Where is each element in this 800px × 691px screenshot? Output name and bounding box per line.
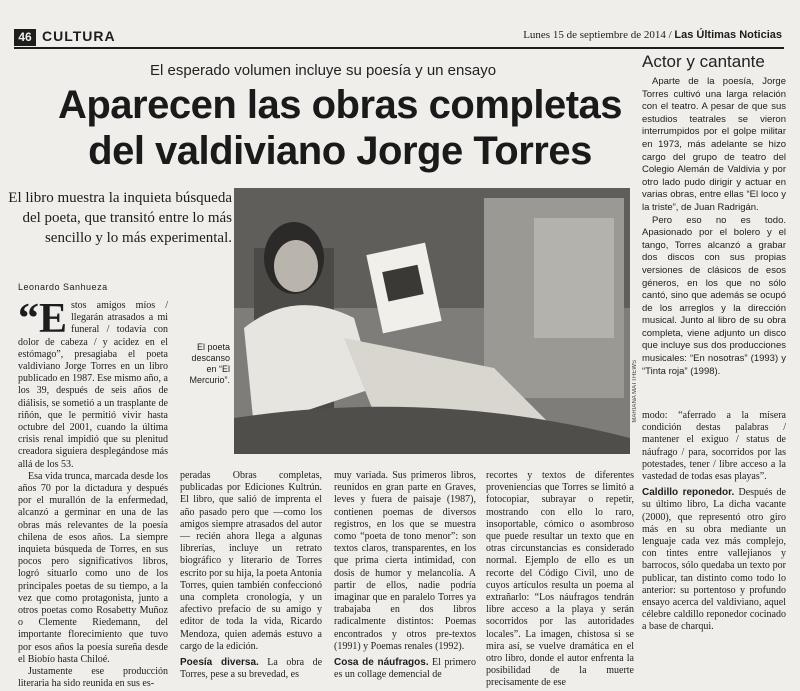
paragraph: El primero es un collage demencial de xyxy=(334,657,476,681)
byline: Leonardo Sanhueza xyxy=(18,282,108,292)
page-header xyxy=(0,0,800,46)
paragraph: Después de su último libro, La dicha vacante (2000), que representó otro giro más en su obra mediante un lenguaje cada vez más complejo, con tintes entre vallejianos y barrocos, sólo quedaba un texto por publicar, tan distinto como todo lo anterior: su portentoso y profundo ensayo acerca del valdiviano, aquel célebre caldillo reponedor cocinado a base de charqui. xyxy=(642,487,786,633)
paragraph: stos amigos míos / llegarán atrasados a mi funeral / todavía con dolor de cabeza / y acidez en el estómago”, presagiaba el poeta valdiviano Jorge Torres en un libro publicado en 1987. Ese mismo año, a los 39, después de seis años de diálisis, se sometió a un trasplante de riñón, que le permitió vivir hasta octubre del 2001, cuando la última crisis renal impidió que su plenitud creadora siguiera desplegándose más allá de los 53. xyxy=(18,300,168,470)
headline-line-2: del valdiviano Jorge Torres xyxy=(88,129,592,173)
drop-cap: “E xyxy=(18,296,68,342)
paragraph: peradas Obras completas, publicadas por Ediciones Kultrún. El libro, que salió de imprenta el año pasado pero que —como los amigos siempre atrasados del autor— recién ahora llega a algunas librerías, incluye un retrato biográfico y literario de Torres escrito por su hija, la poeta Antonia Torres, quien también confeccionó una completa cronología, y un afectivo prefacio de su amigo y editor de toda la vida, Ricardo Mendoza, quien además estuvo a cargo de la edición. xyxy=(180,470,322,652)
column-2 xyxy=(180,470,322,681)
newspaper-name: Las Últimas Noticias xyxy=(674,29,782,41)
subhead: Poesía diversa. xyxy=(180,657,259,669)
section-label: CULTURA xyxy=(42,28,116,44)
header-rule xyxy=(14,47,784,49)
column-1 xyxy=(18,296,168,691)
subhead: Caldillo reponedor. xyxy=(642,487,735,499)
paragraph: La obra de Torres, pese a su brevedad, es xyxy=(180,657,323,681)
deck: El libro muestra la inquieta búsqueda del poeta, que transitó entre lo más sencillo y lo más experimental. xyxy=(8,190,232,246)
page-number: 46 xyxy=(14,29,36,46)
subhead: Cosa de náufragos. xyxy=(334,657,429,669)
sidebar-body xyxy=(642,76,786,378)
dateline: Lunes 15 de septiembre de 2014 / Las Últimas Noticias xyxy=(523,29,782,41)
headline xyxy=(50,82,630,174)
paragraph: Pero eso no es todo. Apasionado por el bolero y el tango, Torres alcanzó a grabar dos discos con sus propias versiones de clásicos de esos géneros, en los que no sólo cantó, sino que además se ocupó de los arreglos y la dirección musical. Junto al libro de su obra completa, viene adjunto un disco que incluye sus dos producciones musicales: “En nosotras” (1993) y “Tinta roja” (1998). xyxy=(642,214,786,377)
headline-line-1: Aparecen las obras completas xyxy=(57,83,623,127)
kicker: El esperado volumen incluye su poesía y un ensayo xyxy=(150,62,497,79)
photo-caption: El poeta descanso en “El Mercurio”. xyxy=(189,342,230,385)
column-5 xyxy=(642,410,786,634)
paragraph: modo: “aferrado a la mísera condición destas palabras / mantener el exiguo / status de náufrago / para, socorridos por las potestades, tener / libre acceso a la vastedad de todas esas playas”. xyxy=(642,410,786,483)
sidebar-box xyxy=(642,52,786,378)
paragraph: muy variada. Sus primeros libros, reunidos en gran parte en Graves, leves y fuera de paisaje (1987), contienen poemas de diversos registros, en los que se muestra como “poeta de tono menor”: son textos claros, transparentes, en los que prima cierta intimidad, con dosis de humor y melancolía. A partir de ellos, nadie podría imaginar que en paralelo Torres ya trabajaba en dos libros radicalmente distintos: Poemas encontrados y otros pre-textos (1991) y Poemas renales (1992). xyxy=(334,470,476,652)
paragraph: Aparte de la poesía, Jorge Torres cultivó una larga relación con el teatro. A pesar de que sus estudios teatrales se vieron interrumpidos por el golpe militar en 1973, más adelante se hizo cargo del grupo de teatro del Colegio Alemán de Valdivia y por otro lado pudo dirigir y actuar en varias obras, entre ellas “El loco y la triste”, de Juan Radrigán. xyxy=(642,76,786,213)
column-3 xyxy=(334,470,476,681)
photo-credit: MARIANA MATTHEWS xyxy=(632,360,638,423)
column-4 xyxy=(486,470,634,690)
sidebar-title: Actor y cantante xyxy=(642,52,765,71)
article-photo xyxy=(234,188,630,454)
paragraph: Justamente ese producción literaria ha sido reunida en sus es- xyxy=(18,666,168,690)
issue-date: Lunes 15 de septiembre de 2014 xyxy=(523,29,666,41)
paragraph: recortes y textos de diferentes proveniencias que Torres se limitó a fotocopiar, subrayar o repetir, mostrando con ello lo raro, insoportable, cómico o asombroso que puede resultar un texto que en otras circunstancias es considerado normal. Ejemplo de ello es un recorte del Código Civil, uno de cuyos artículos resulta un poema al extrañarlo: “Los náufragos tendrán libre acceso a la playa y serán socorridos por las autoridades locales”. La imagen, chistosa si se mira así, se vuelve dramática en el otro libro, donde el autor enfrenta la posibilidad de la muerte precisamente de ese xyxy=(486,470,634,689)
paragraph: Esa vida trunca, marcada desde los años 70 por la dictadura y después por el murallón de la enfermedad, alcanzó a germinar en una de las obras más relevantes de la poesía chilena de esos años. La siempre inquieta búsqueda de Torres, en sus pocos pero significativos libros, logró situarlo como uno de los principales poetas de su tiempo, a la vez que como protagonista, junto a otros poetas como Rosabetty Muñoz o Clemente Riedemann, del importante florecimiento que tuvo por esos años la poesía sureña desde el Biobío hasta Chiloé. xyxy=(18,470,168,665)
poet-photo-illustration xyxy=(234,188,630,454)
